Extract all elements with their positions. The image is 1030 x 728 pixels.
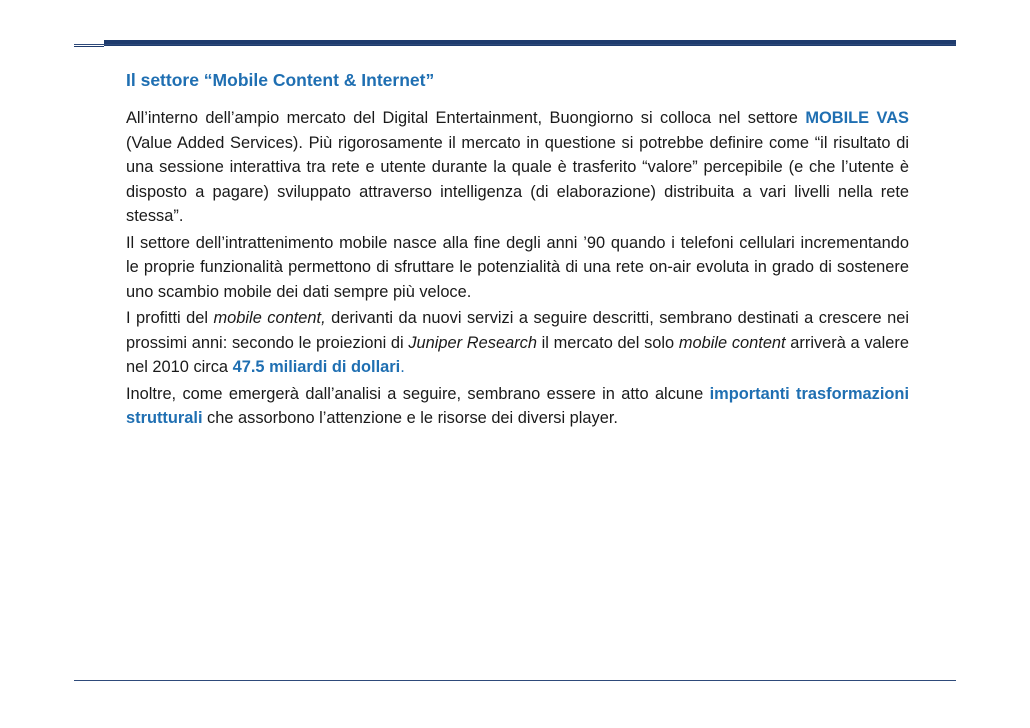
header-rule-left [74, 46, 104, 47]
p1-text-a: All’interno dell’ampio mercato del Digital Entertainment, Buongiorno si colloca nel settore [126, 109, 806, 127]
p3-text-c: derivanti da nuovi servizi a seguire descritti, sembrano destinati a crescere nei prossimi anni: secondo le proiezioni di [126, 309, 909, 352]
p3-text-g: arriverà a valere nel 2010 circa [126, 333, 910, 376]
paragraph-profits [126, 306, 909, 380]
slide-content [126, 64, 909, 433]
p4-highlight-transformations: importanti trasformazioni strutturali [126, 384, 909, 427]
p3-italic-mobile-content: mobile content, [213, 309, 326, 327]
p3-text-e: il mercato del solo [536, 333, 679, 352]
footer-rule [74, 680, 956, 681]
p3-text-i: . [400, 358, 405, 376]
p3-italic-mobile-content-2: mobile content [678, 333, 786, 352]
p4-text-a: Inoltre, come emergerà dall’analisi a seguire, sembrano essere in atto alcune [126, 384, 710, 403]
paragraph-mobile-vas [126, 106, 909, 229]
p3-italic-juniper: Juniper Research [408, 333, 537, 352]
p3-highlight-amount: 47.5 miliardi di dollari [232, 358, 401, 376]
p1-text-c: (Value Added Services). Più rigorosamente il mercato in questione si potrebbe definire come “il risultato di una sessione interattiva tra rete e utente durante la quale è trasferito “valore” percepibile (e che l’utente è disposto a pagare) sviluppato attraverso intelligenza (di elaborazione) distribuita a vari livelli nella rete stessa”. [126, 133, 909, 225]
paragraph-origin [126, 231, 909, 305]
p1-highlight-mobile-vas: MOBILE VAS [805, 109, 909, 127]
p2-text-a: Il settore dell’intrattenimento mobile nasce alla fine degli anni ’90 quando i telefoni cellulari incrementando le proprie funzionalità permettono di sfruttare le potenzialità di una rete on-air evoluta in grado di sostenere uno scambio mobile dei dati sempre più veloce. [126, 233, 909, 301]
header-rule-thick [104, 40, 956, 46]
p4-text-c: che assorbono l’attenzione e le risorse dei diversi player. [202, 409, 618, 427]
p3-text-a: I profitti del [126, 309, 214, 327]
paragraph-transformations [126, 382, 909, 431]
slide-title: Il settore “Mobile Content & Internet” [126, 70, 435, 90]
header-rule-thin [74, 44, 956, 45]
